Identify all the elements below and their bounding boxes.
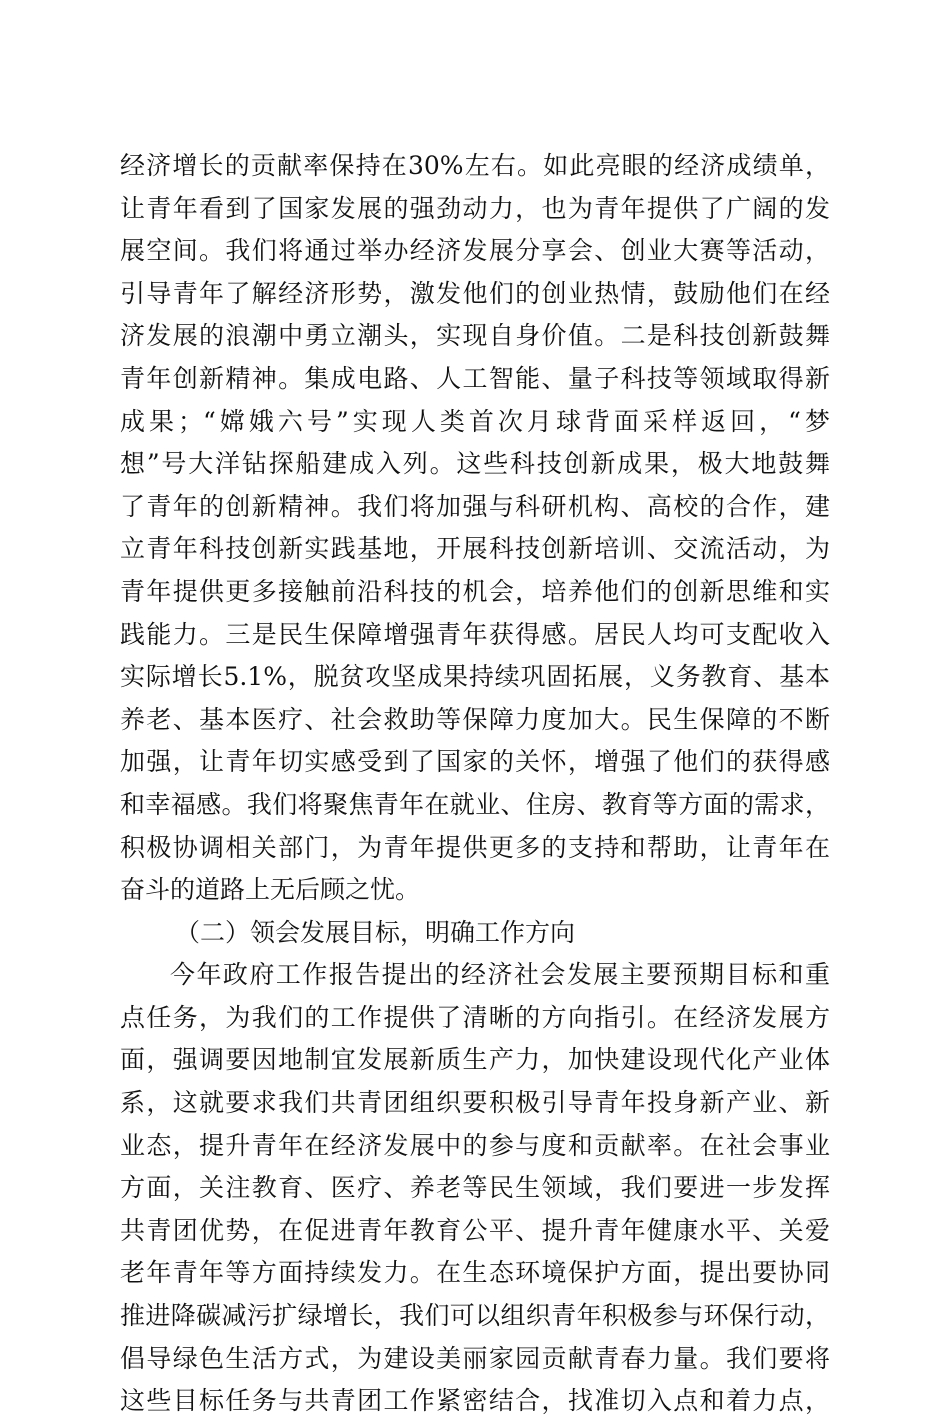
text-line: 业态，提升青年在经济发展中的参与度和贡献率。在社会事业 [120,1130,830,1160]
text-line: 今年政府工作报告提出的经济社会发展主要预期目标和重 [170,960,830,990]
text-line: 共青团优势，在促进青年教育公平、提升青年健康水平、关爱 [120,1215,830,1245]
text-line: 和幸福感。我们将聚焦青年在就业、住房、教育等方面的需求， [120,789,830,819]
text-line: 了青年的创新精神。我们将加强与科研机构、高校的合作，建 [120,491,830,521]
text-line: 方面，关注教育、医疗、养老等民生领域，我们要进一步发挥 [120,1173,830,1203]
text-line: 养老、基本医疗、社会救助等保障力度加大。民生保障的不断 [120,704,830,734]
document-body [120,145,830,1423]
text-line: 经济增长的贡献率保持在30%左右。如此亮眼的经济成绩单， [120,151,830,180]
text-line: 立青年科技创新实践基地，开展科技创新培训、交流活动，为 [120,534,830,564]
text-line: 青年创新精神。集成电路、人工智能、量子科技等领域取得新 [120,363,830,393]
paragraph-one [120,145,830,912]
text-line: 成果；“嫦娥六号”实现人类首次月球背面采样返回，“梦 [120,406,830,436]
text-line: 系，这就要求我们共青团组织要积极引导青年投身新产业、新 [120,1088,830,1118]
text-line: 积极协调相关部门，为青年提供更多的支持和帮助，让青年在 [120,832,830,862]
paragraph-two [120,954,830,1423]
text-line: 面，强调要因地制宜发展新质生产力，加快建设现代化产业体 [120,1045,830,1075]
text-line: 引导青年了解经济形势，激发他们的创业热情，鼓励他们在经 [120,278,830,308]
text-line: 奋斗的道路上无后顾之忧。 [120,875,421,905]
text-line: 实际增长5.1%，脱贫攻坚成果持续巩固拓展，义务教育、基本 [120,662,830,692]
text-line: 加强，让青年切实感受到了国家的关怀，增强了他们的获得感 [120,747,830,777]
text-line: 展空间。我们将通过举办经济发展分享会、创业大赛等活动， [120,236,830,266]
text-line: 推进降碳减污扩绿增长，我们可以组织青年积极参与环保行动， [120,1301,830,1331]
section-heading: （二）领会发展目标，明确工作方向 [175,917,576,947]
text-line: 青年提供更多接触前沿科技的机会，培养他们的创新思维和实 [120,576,830,606]
text-line: 老年青年等方面持续发力。在生态环境保护方面，提出要协同 [120,1258,830,1288]
text-line: 让青年看到了国家发展的强劲动力，也为青年提供了广阔的发 [120,193,830,223]
text-line: 想”号大洋钻探船建成入列。这些科技创新成果，极大地鼓舞 [120,449,830,479]
text-line: 点任务，为我们的工作提供了清晰的方向指引。在经济发展方 [120,1002,830,1032]
text-line: 济发展的浪潮中勇立潮头，实现自身价值。二是科技创新鼓舞 [120,321,830,351]
text-line: 践能力。三是民生保障增强青年获得感。居民人均可支配收入 [120,619,830,649]
text-line: 倡导绿色生活方式，为建设美丽家园贡献青春力量。我们要将 [120,1343,830,1373]
text-line: 这些目标任务与共青团工作紧密结合，找准切入点和着力点， [120,1386,830,1416]
